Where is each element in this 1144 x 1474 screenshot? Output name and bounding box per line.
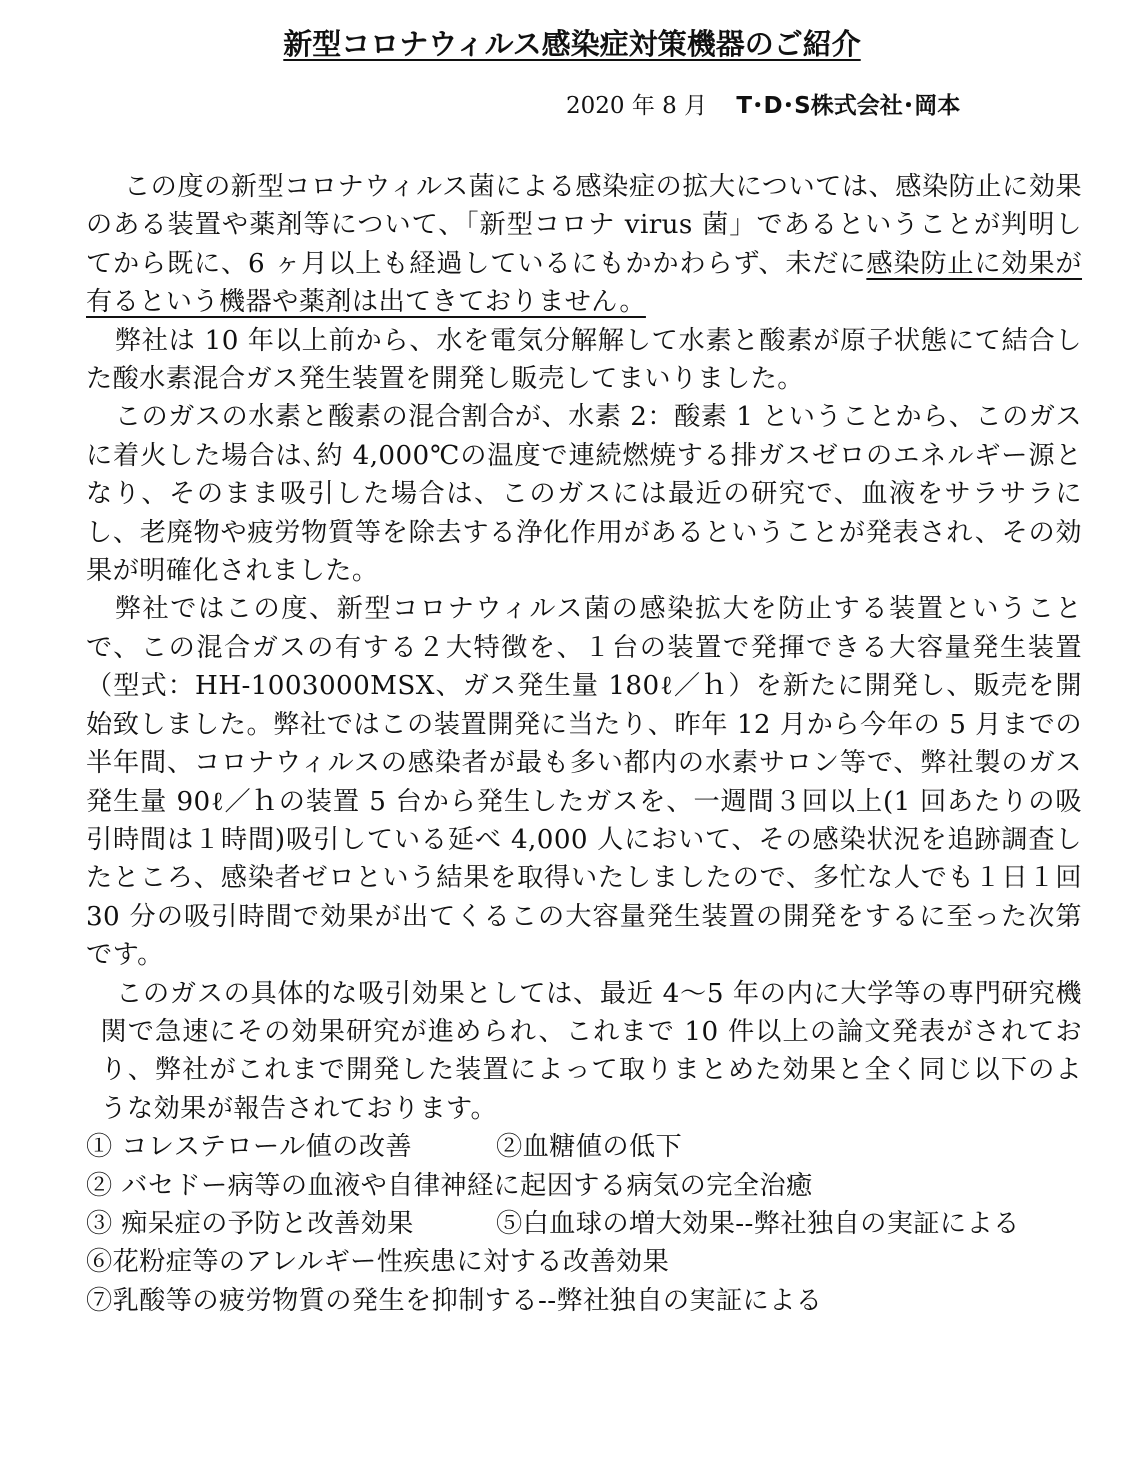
paragraph-intro-underlined: 感染防止に効果が有るという機器や薬剤は出てきておりません。 — [86, 248, 1083, 318]
effect-item: ③ 痴呆症の予防と改善効果 — [86, 1208, 414, 1239]
effects-row-4 — [86, 1243, 1082, 1281]
effect-item: ②血糖値の低下 — [496, 1132, 683, 1163]
paragraph-effects-intro: このガスの具体的な吸引効果としては、最近 4～5 年の内に大学等の専門研究機関で急速にその効果研究が進められ、これまで 10 件以上の論文発表がされており、弊社がこれまで開発した装置によって取りまとめた効果と全く同じ以下のような効果が報告されております。 — [100, 978, 1082, 1124]
paragraph-gas-properties: このガスの水素と酸素の混合割合が、水素 2：酸素 1 ということから、このガスに着火した場合は､約 4,000℃の温度で連続燃焼する排ガスゼロのエネルギー源となり、そのまま吸引した場合は、このガスには最近の研究で、血液をサラサラにし、老廃物や疲労物質等を除去する浄化作用があるということが発表され、その効果が明確化されました。 — [86, 402, 1082, 587]
effects-row-3 — [86, 1205, 1082, 1243]
document-date: 2020 年 8 月 — [566, 93, 708, 119]
effect-item: ⑤白血球の増大効果--弊社独自の実証による — [496, 1208, 1020, 1239]
paragraph-new-device: 弊社ではこの度、新型コロナウィルス菌の感染拡大を防止する装置ということで、この混合ガスの有する２大特徴を、１台の装置で発揮できる大容量発生装置（型式：HH-1003000MSX、ガス発生量 180ℓ／ｈ）を新たに開発し、販売を開始致しました。弊社ではこの装置開発に当たり、昨年 12 月から今年の 5 月までの半年間、コロナウィルスの感染者が最も多い都内の水素サロン等で、弊社製のガス発生量 90ℓ／ｈの装置 5 台から発生したガスを、一週間３回以上(1 回あたりの吸引時間は１時間)吸引している延べ 4,000 人において、その感染状況を追跡調査したところ、感染者ゼロという結果を取得いたしましたので、多忙な人でも１日１回 30 分の吸引時間で効果が出てくるこの大容量発生装置の開発をするに至った次第です。 — [86, 594, 1082, 971]
effects-row-5 — [86, 1282, 1082, 1320]
document-title — [0, 24, 1144, 64]
effect-item: ② バセドー病等の血液や自律神経に起因する病気の完全治癒 — [86, 1170, 813, 1201]
paragraph-intro — [86, 168, 1082, 322]
company-name: T･D･S株式会社･岡本 — [736, 93, 961, 119]
effects-list — [86, 1128, 1082, 1320]
effects-row-1 — [86, 1128, 1082, 1166]
paragraph-intro-text: この度の新型コロナウィルス菌による感染症の拡大については、感染防止に効果のある装置や薬剤等について、「新型コロナ virus 菌」であるということが判明してから既に、6 ヶ月以上も経過しているにもかかわらず、未だに — [86, 172, 1082, 279]
dateline — [566, 88, 960, 124]
document-title-text: 新型コロナウィルス感染症対策機器のご紹介 — [283, 27, 861, 61]
effects-row-2 — [86, 1167, 1082, 1205]
document-body — [86, 168, 1082, 1320]
paragraph-history: 弊社は 10 年以上前から、水を電気分解解して水素と酸素が原子状態にて結合した酸水素混合ガス発生装置を開発し販売してまいりました。 — [86, 325, 1082, 395]
effect-item: ⑥花粉症等のアレルギー性疾患に対する改善効果 — [86, 1247, 670, 1278]
effect-item: ① コレステロール値の改善 — [86, 1132, 412, 1163]
effect-item: ⑦乳酸等の疲労物質の発生を抑制する--弊社独自の実証による — [86, 1285, 823, 1316]
